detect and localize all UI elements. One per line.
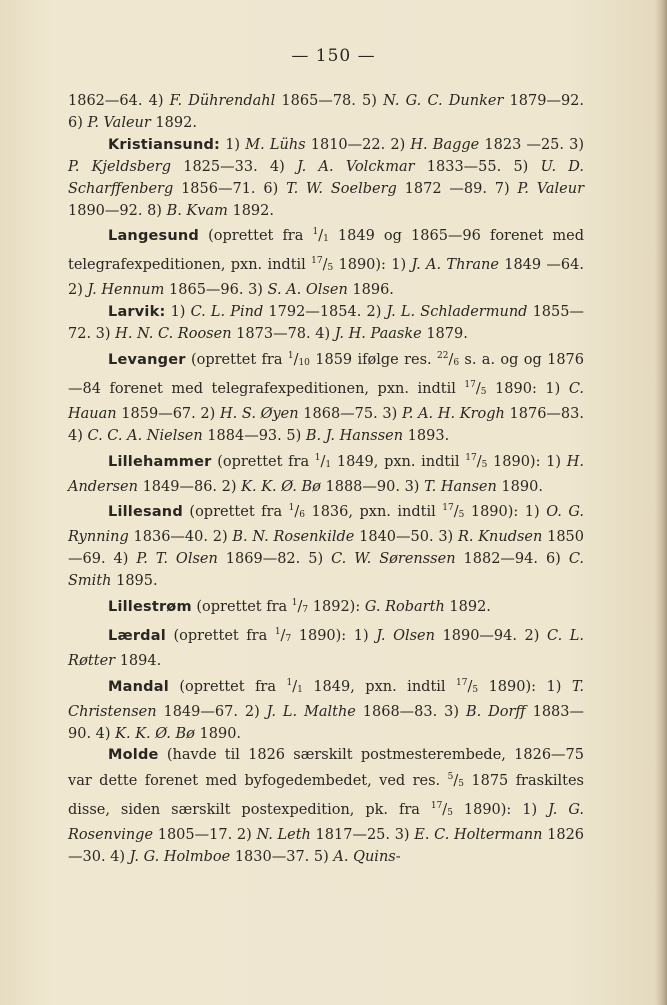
person-name: B. Dorff: [465, 703, 526, 720]
body-text-run: 1868—83. 3): [355, 703, 466, 720]
fraction-numerator: 1: [286, 677, 293, 688]
page-edge-shadow: [655, 0, 667, 1005]
date-fraction: $^{17}/_5$: [442, 503, 465, 521]
fraction-denominator: 5: [458, 779, 464, 790]
page-number: — 150 —: [291, 46, 376, 66]
body-text-run: (oprettet fra: [211, 453, 315, 470]
body-text-run: (oprettet fra: [165, 627, 275, 644]
person-name: C. W. Sørenssen: [331, 551, 456, 568]
person-name: P. Kjeldsberg: [68, 158, 171, 175]
person-name: T. Christensen: [68, 678, 584, 720]
person-name: J. L. Malthe: [266, 703, 356, 720]
place-heading: Lillehammer: [108, 453, 212, 470]
body-text-run: 1879.: [421, 326, 468, 343]
date-fraction: $^{17}/_5$: [464, 379, 487, 397]
body-text-run: 1849 og 1865—96 forenet med telegrafexpeditionen, pxn. indtil: [68, 228, 585, 274]
body-text-run: 1892.: [150, 114, 197, 131]
fraction-numerator: 17: [442, 503, 454, 514]
body-text-run: 1859 ifølge res.: [309, 351, 437, 368]
body-text-run: 1890): 1): [478, 678, 572, 695]
person-name: C. L. Røtter: [68, 627, 584, 669]
body-text-run: 1849, pxn. indtil: [331, 453, 466, 470]
person-name: J. G. Rosenvinge: [68, 802, 584, 844]
body-text-run: (oprettet fra: [182, 504, 289, 521]
body-text-run: (oprettet fra: [191, 599, 292, 616]
body-text-run: 1895.: [111, 573, 158, 590]
fraction-numerator: 1: [314, 452, 321, 463]
person-name: C. Smith: [68, 551, 585, 590]
body-text-run: 1): [220, 136, 246, 153]
person-name: F. Dührendahl: [169, 93, 276, 109]
fraction-denominator: 5: [480, 386, 487, 397]
fraction-denominator: 1: [297, 684, 303, 695]
fraction-denominator: 5: [481, 459, 488, 470]
body-text-run: 1890—92. 8): [68, 202, 167, 219]
date-fraction: $^5/_5$: [447, 772, 464, 790]
person-name: R. Knudsen: [457, 529, 543, 546]
person-name: C. C. A. Nielsen: [87, 427, 203, 444]
fraction-denominator: 5: [327, 263, 334, 274]
body-text-run: 1890): 1): [452, 802, 549, 819]
fraction-numerator: 17: [465, 452, 477, 463]
body-text-run: 1849, pxn. indtil: [302, 678, 457, 695]
entry-paragraph: [68, 498, 584, 593]
fraction-denominator: 5: [472, 684, 479, 695]
person-name: B. Kvam: [166, 202, 228, 219]
fraction-denominator: 1: [325, 459, 332, 470]
person-name: E. C. Holtermann: [414, 827, 543, 844]
body-text-run: 1856—71. 6): [173, 180, 287, 197]
date-fraction: $^1/_1$: [286, 677, 303, 695]
fraction-denominator: 6: [453, 357, 460, 368]
person-name: J. A. Thrane: [411, 257, 499, 274]
fraction-numerator: 1: [287, 350, 294, 361]
date-fraction: $^{17}/_5$: [456, 677, 479, 695]
body-text-run: 1876—83. 4): [68, 405, 584, 444]
fraction-numerator: 22: [436, 350, 449, 361]
body-text-run: 1862—64. 4): [68, 93, 170, 109]
body-text-run: 1869—82. 5): [217, 551, 332, 568]
body-text-run: 1890.: [496, 478, 543, 495]
person-name: C. Hauan: [68, 380, 584, 422]
person-name: J. G. Holmboe: [129, 849, 231, 866]
person-name: C. L. Pind: [190, 304, 264, 321]
entry-paragraph: [68, 673, 584, 746]
person-name: O. G. Rynning: [68, 504, 585, 546]
body-text-run: 1849—86. 2): [137, 478, 242, 495]
person-name: P. Valeur: [87, 114, 151, 131]
body-text-run: 1892.: [227, 202, 274, 219]
fraction-numerator: 1: [288, 503, 295, 514]
body-text-run: 1894.: [115, 652, 162, 669]
person-name: M. Lühs: [245, 136, 306, 153]
body-text-run: 1879—92. 6): [68, 93, 585, 131]
person-name: J. A. Volckmar: [297, 158, 415, 175]
body-text-run: 1825—33. 4): [171, 158, 297, 175]
person-name: N. Leth: [256, 827, 311, 844]
place-heading: Mandal: [108, 678, 169, 695]
date-fraction: $^1/_{10}$: [287, 350, 310, 368]
fraction-denominator: 7: [285, 633, 292, 644]
fraction-denominator: 6: [299, 510, 305, 521]
body-text-run: 1833—55. 5): [414, 158, 541, 175]
fraction-denominator: 7: [302, 605, 309, 616]
fraction-denominator: 1: [323, 234, 329, 245]
person-name: T. Hansen: [424, 478, 497, 495]
person-name: J. Olsen: [376, 627, 435, 644]
body-text-run: 1792—1854. 2): [263, 304, 387, 321]
body-text-run: 1890): 1): [464, 504, 547, 521]
fraction-numerator: 17: [311, 256, 323, 267]
entry-paragraph: [68, 91, 584, 135]
person-name: P. T. Olsen: [136, 551, 218, 568]
person-name: S. A. Olsen: [267, 282, 348, 299]
place-heading: Lillestrøm: [108, 599, 192, 616]
body-text-run: 1868—75. 3): [298, 405, 402, 422]
body-text-run: 1826—30. 4): [68, 827, 585, 866]
entry-paragraph: [68, 302, 584, 346]
body-text-run: 1850—69. 4): [68, 529, 584, 568]
body-text-run: 1836—40. 2): [128, 529, 233, 546]
body-text-run: 1890): 1): [487, 453, 567, 470]
body-text-run: (oprettet fra: [185, 351, 288, 368]
body-text-run: 1859—67. 2): [116, 405, 220, 422]
body-text-run: 1840—50. 3): [354, 529, 458, 546]
body-text-run: s. a. og og 1876—84 forenet med telegrafexpeditionen, pxn. indtil: [68, 351, 585, 397]
body-text-run: 1849 —64. 2): [68, 257, 584, 299]
entry-paragraph: [68, 745, 584, 869]
body-text-run: (havde til 1826 særskilt postmesterembede, 1826—75 var dette forenet med byfogedembedet, ved res.: [68, 747, 584, 790]
body-text-run: 1890.: [194, 725, 242, 742]
date-fraction: $^{17}/_5$: [465, 452, 488, 470]
person-name: K. K. Ø. Bø: [115, 725, 195, 742]
date-fraction: $^1/_7$: [291, 598, 309, 616]
person-name: H. S. Øyen: [219, 405, 299, 422]
person-name: B. N. Rosenkilde: [232, 529, 355, 546]
body-text-run: (oprettet fra: [199, 228, 313, 245]
date-fraction: $^{22}/_6$: [436, 350, 460, 368]
entry-paragraph: [68, 135, 584, 223]
person-name: B. J. Hanssen: [305, 427, 404, 444]
body-text-run: 1888—90. 3): [320, 478, 425, 495]
body-text-run: (oprettet fra: [168, 678, 287, 695]
body-text-run: 1890: 1): [486, 380, 569, 397]
body-text-run: 1873—78. 4): [231, 326, 335, 343]
person-name: T. W. Soelberg: [286, 180, 397, 197]
fraction-numerator: 1: [291, 598, 298, 609]
body-text-run: 1883—90. 4): [68, 703, 584, 742]
date-fraction: $^{17}/_5$: [311, 256, 334, 274]
person-name: A. Quins-: [333, 849, 401, 866]
place-heading: Lillesand: [108, 504, 183, 521]
body-text-run: 1896.: [347, 282, 394, 299]
person-name: N. G. C. Dunker: [383, 93, 504, 109]
body-text-run: 1892):: [308, 599, 365, 616]
person-name: H. Andersen: [68, 453, 585, 495]
entry-paragraph: [68, 346, 584, 448]
body-text-run: 1817—25. 3): [310, 827, 415, 844]
fraction-denominator: 10: [298, 357, 310, 368]
body-text-run: 1810—22. 2): [305, 136, 411, 153]
entry-paragraph: [68, 222, 584, 302]
body-text-run: 1892.: [444, 599, 491, 616]
body-text-run: 1884—93. 5): [202, 427, 306, 444]
body-text-run: 1865—96. 3): [164, 282, 268, 299]
person-name: P. A. H. Krogh: [401, 405, 505, 422]
fraction-numerator: 1: [312, 227, 319, 238]
entry-paragraph: [68, 448, 584, 499]
body-text-run: 1849—67. 2): [156, 703, 267, 720]
body-text-run: 1836, pxn. indtil: [304, 504, 443, 521]
body-text-run: 1890): 1): [333, 257, 412, 274]
body-text-run: 1893.: [403, 427, 450, 444]
body-text-run: 1865—78. 5): [275, 93, 384, 109]
body-text: [68, 91, 584, 869]
fraction-numerator: 17: [456, 677, 468, 688]
person-name: J. L. Schladermund: [386, 304, 528, 321]
person-name: H. N. C. Roosen: [115, 326, 232, 343]
body-text-run: 1855—72. 3): [68, 304, 584, 343]
place-heading: Lærdal: [108, 627, 166, 644]
person-name: P. Valeur: [517, 180, 585, 197]
person-name: J. H. Paaske: [334, 326, 422, 343]
date-fraction: $^1/_7$: [274, 626, 292, 644]
fraction-numerator: 17: [464, 379, 476, 390]
entry-paragraph: [68, 593, 584, 622]
place-heading: Langesund: [108, 228, 200, 245]
body-text-run: 1805—17. 2): [153, 827, 257, 844]
person-name: K. K. Ø. Bø: [241, 478, 321, 495]
person-name: U. D. Scharffenberg: [68, 158, 584, 197]
body-text-run: 1): [165, 304, 191, 321]
place-heading: Kristiansund:: [108, 136, 221, 153]
date-fraction: $^1/_1$: [312, 227, 329, 245]
fraction-numerator: 1: [274, 626, 281, 637]
body-text-run: 1830—37. 5): [230, 849, 334, 866]
person-name: J. Hennum: [87, 282, 165, 299]
fraction-denominator: 5: [447, 808, 453, 819]
body-text-run: 1823 —25. 3): [479, 136, 585, 153]
date-fraction: $^1/_1$: [314, 452, 332, 470]
fraction-numerator: 17: [430, 801, 443, 812]
date-fraction: $^1/_6$: [288, 503, 305, 521]
place-heading: Molde: [108, 747, 159, 764]
person-name: H. Bagge: [410, 136, 480, 153]
person-name: G. Robarth: [364, 599, 445, 616]
date-fraction: $^{17}/_5$: [430, 801, 453, 819]
body-text-run: 1890): 1): [291, 627, 377, 644]
entry-paragraph: [68, 622, 584, 673]
body-text-run: 1875 fraskiltes disse, siden særskilt postexpedition, pk. fra: [68, 773, 584, 819]
place-heading: Levanger: [108, 351, 186, 368]
body-text-run: 1882—94. 6): [455, 551, 569, 568]
place-heading: Larvik:: [108, 304, 166, 321]
fraction-numerator: 5: [447, 772, 454, 783]
body-text-run: 1890—94. 2): [434, 627, 547, 644]
fraction-denominator: 5: [458, 510, 465, 521]
body-text-run: 1872 —89. 7): [396, 180, 518, 197]
